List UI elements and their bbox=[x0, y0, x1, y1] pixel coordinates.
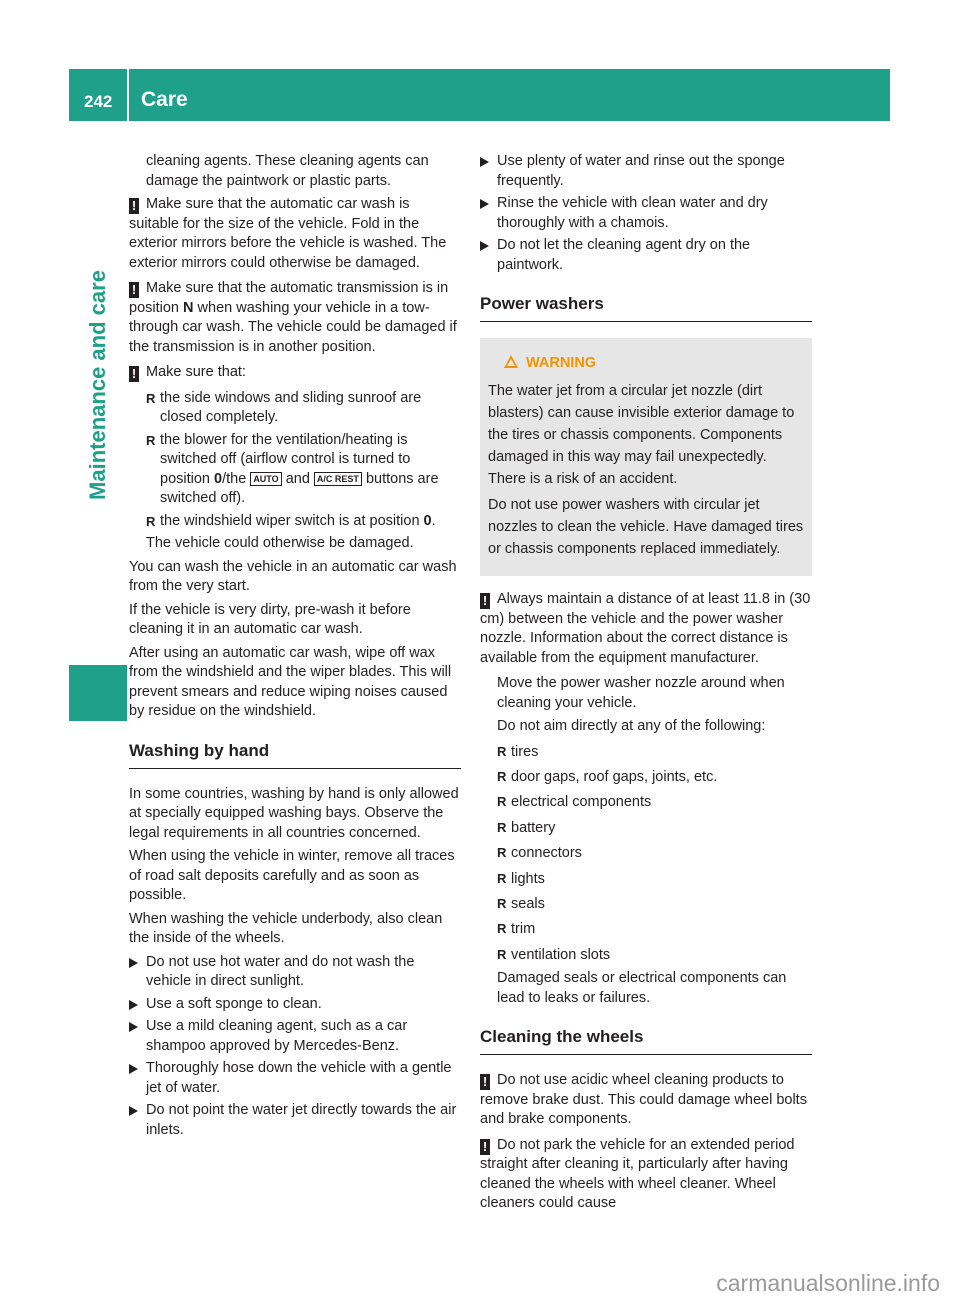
step-item bbox=[129, 1101, 461, 1140]
heading-washing-by-hand: Washing by hand bbox=[129, 740, 461, 769]
list-item: R ventilation slots bbox=[480, 944, 812, 966]
notice-icon: ! bbox=[480, 593, 490, 609]
make-sure-list bbox=[129, 389, 461, 532]
side-tab-label: Maintenance and care bbox=[85, 270, 110, 500]
otherwise-damaged: The vehicle could otherwise be damaged. bbox=[146, 535, 414, 551]
left-column bbox=[129, 152, 461, 1143]
step-text: Use a soft sponge to clean. bbox=[146, 995, 322, 1012]
paragraph: If the vehicle is very dirty, pre-wash it before cleaning it in an automatic car wash. bbox=[129, 601, 411, 637]
paragraph: After using an automatic car wash, wipe off wax from the windshield and the wiper blades. This will prevent smears and reduce wiping noises caused by residue on the windshield. bbox=[129, 644, 452, 719]
step-arrow-icon bbox=[129, 1106, 138, 1116]
step-text: Thoroughly hose down the vehicle with a gentle jet of water. bbox=[146, 1060, 452, 1096]
paragraph: Damaged seals or electrical components can lead to leaks or failures. bbox=[497, 970, 787, 1006]
notice-parking bbox=[480, 1136, 812, 1214]
heading-power-washers: Power washers bbox=[480, 293, 812, 322]
hand-wash-steps bbox=[129, 953, 461, 1141]
warning-icon bbox=[504, 355, 518, 368]
rinse-steps bbox=[480, 152, 812, 275]
step-text: Do not use hot water and do not wash the vehicle in direct sunlight. bbox=[146, 953, 415, 989]
paragraph: Move the power washer nozzle around when cleaning your vehicle. bbox=[497, 675, 785, 711]
position-0: 0 bbox=[214, 470, 223, 487]
section-title: Care bbox=[141, 88, 188, 111]
list-item: R trim bbox=[480, 918, 812, 940]
notice-text: Make sure that the automatic car wash is suitable for the size of the vehicle. Fold in the exterior mirrors before the vehicle is washed. The exterior mirrors could otherwise be damaged. bbox=[129, 196, 447, 271]
list-item: R electrical components bbox=[480, 791, 812, 813]
list-item-text: the windshield wiper switch is at position bbox=[160, 512, 420, 529]
ac-rest-button-icon: A/C REST bbox=[314, 472, 362, 486]
list-item-text: buttons are switched off). bbox=[160, 470, 439, 506]
header-bar bbox=[69, 69, 890, 121]
paragraph: When using the vehicle in winter, remove all traces of road salt deposits carefully and as soon as possible. bbox=[129, 848, 455, 903]
list-item: R tires bbox=[480, 741, 812, 763]
notice-make-sure bbox=[129, 363, 461, 383]
warning-text: Do not use power washers with circular jet nozzles to clean the vehicle. Have damaged tires or chassis components replaced immediately. bbox=[488, 497, 804, 557]
list-item-text: the blower for the ventilation/heating is switched off (airflow control is turned to position bbox=[160, 431, 411, 487]
paragraph: In some countries, washing by hand is only allowed at specially equipped washing bays. Observe the legal requirements in all countries concerned. bbox=[129, 785, 459, 841]
notice-icon: ! bbox=[129, 198, 139, 214]
intro-text: cleaning agents. These cleaning agents can damage the paintwork or plastic parts. bbox=[146, 153, 429, 189]
warning-text: The water jet from a circular jet nozzle (dirt blasters) can cause invisible exterior damage to the tires or chassis components. Components damaged in this way may fail unexpectedly. There is a risk of an accident. bbox=[488, 383, 795, 487]
notice-icon: ! bbox=[129, 282, 139, 298]
step-item bbox=[129, 995, 461, 1015]
list-item: R lights bbox=[480, 868, 812, 890]
notice-text: Make sure that: bbox=[146, 364, 246, 380]
aim-list bbox=[480, 741, 812, 967]
notice-text: when washing your vehicle in a tow-through car wash. The vehicle could be damaged if the transmission is in another position. bbox=[129, 299, 457, 355]
paragraph: You can wash the vehicle in an automatic car wash from the very start. bbox=[129, 558, 457, 594]
warning-box bbox=[480, 338, 812, 576]
notice-car-wash-size bbox=[129, 195, 461, 273]
notice-icon: ! bbox=[480, 1074, 490, 1090]
step-text: Do not let the cleaning agent dry on the paintwork. bbox=[497, 237, 751, 273]
position-n: N bbox=[183, 299, 194, 316]
step-arrow-icon bbox=[129, 1064, 138, 1074]
notice-text: Make sure that the automatic transmission is in position bbox=[129, 280, 449, 316]
list-item-text: and bbox=[285, 470, 310, 487]
auto-button-icon: AUTO bbox=[250, 472, 281, 486]
list-item: R seals bbox=[480, 893, 812, 915]
step-text: Use a mild cleaning agent, such as a car shampoo approved by Mercedes-Benz. bbox=[146, 1018, 408, 1054]
step-text: Use plenty of water and rinse out the sponge frequently. bbox=[497, 153, 785, 189]
list-item bbox=[129, 431, 461, 509]
list-item: R door gaps, roof gaps, joints, etc. bbox=[480, 766, 812, 788]
step-item bbox=[480, 194, 812, 233]
step-item bbox=[480, 152, 812, 191]
header-divider bbox=[127, 69, 129, 121]
list-item-text: /the bbox=[222, 470, 247, 487]
step-text: Rinse the vehicle with clean water and dry thoroughly with a chamois. bbox=[497, 195, 768, 231]
step-item bbox=[129, 1059, 461, 1098]
step-arrow-icon bbox=[480, 199, 489, 209]
step-arrow-icon bbox=[129, 1022, 138, 1032]
paragraph: When washing the vehicle underbody, also clean the inside of the wheels. bbox=[129, 910, 443, 946]
notice-text: Always maintain a distance of at least 11.8 in (30 cm) between the vehicle and the power washer nozzle. Information about the correct distance is available from the equipment manufacturer. bbox=[480, 591, 811, 666]
notice-icon: ! bbox=[129, 366, 139, 382]
position-0: 0 bbox=[423, 512, 432, 529]
list-item: R the windshield wiper switch is at position 0. bbox=[129, 512, 461, 532]
step-item bbox=[129, 1017, 461, 1056]
step-text: Do not point the water jet directly towards the air inlets. bbox=[146, 1102, 457, 1138]
step-arrow-icon bbox=[129, 1000, 138, 1010]
list-item: R battery bbox=[480, 817, 812, 839]
right-column bbox=[480, 152, 812, 1220]
step-arrow-icon bbox=[480, 241, 489, 251]
page-number: 242 bbox=[84, 92, 113, 111]
paragraph: Do not aim directly at any of the following: bbox=[497, 718, 766, 734]
notice-text: Do not park the vehicle for an extended period straight after cleaning it, particularly after having cleaned the wheels with wheel cleaner. Wheel cleaners could cause bbox=[480, 1136, 795, 1212]
step-item bbox=[480, 236, 812, 275]
step-arrow-icon bbox=[480, 157, 489, 167]
list-item: R the side windows and sliding sunroof are closed completely. bbox=[129, 389, 461, 428]
notice-transmission bbox=[129, 279, 461, 357]
notice-acidic-cleaners bbox=[480, 1071, 812, 1130]
notice-icon: ! bbox=[480, 1139, 490, 1155]
warning-title-text: WARNING bbox=[526, 355, 597, 371]
side-tab-marker bbox=[69, 665, 127, 721]
step-item bbox=[129, 953, 461, 992]
step-arrow-icon bbox=[129, 958, 138, 968]
watermark: carmanualsonline.info bbox=[716, 1270, 940, 1296]
list-item: R connectors bbox=[480, 842, 812, 864]
notice-text: Do not use acidic wheel cleaning products to remove brake dust. This could damage wheel bolts and brake components. bbox=[480, 1072, 807, 1128]
warning-title bbox=[488, 352, 804, 374]
notice-distance bbox=[480, 590, 812, 668]
heading-cleaning-wheels: Cleaning the wheels bbox=[480, 1026, 812, 1055]
